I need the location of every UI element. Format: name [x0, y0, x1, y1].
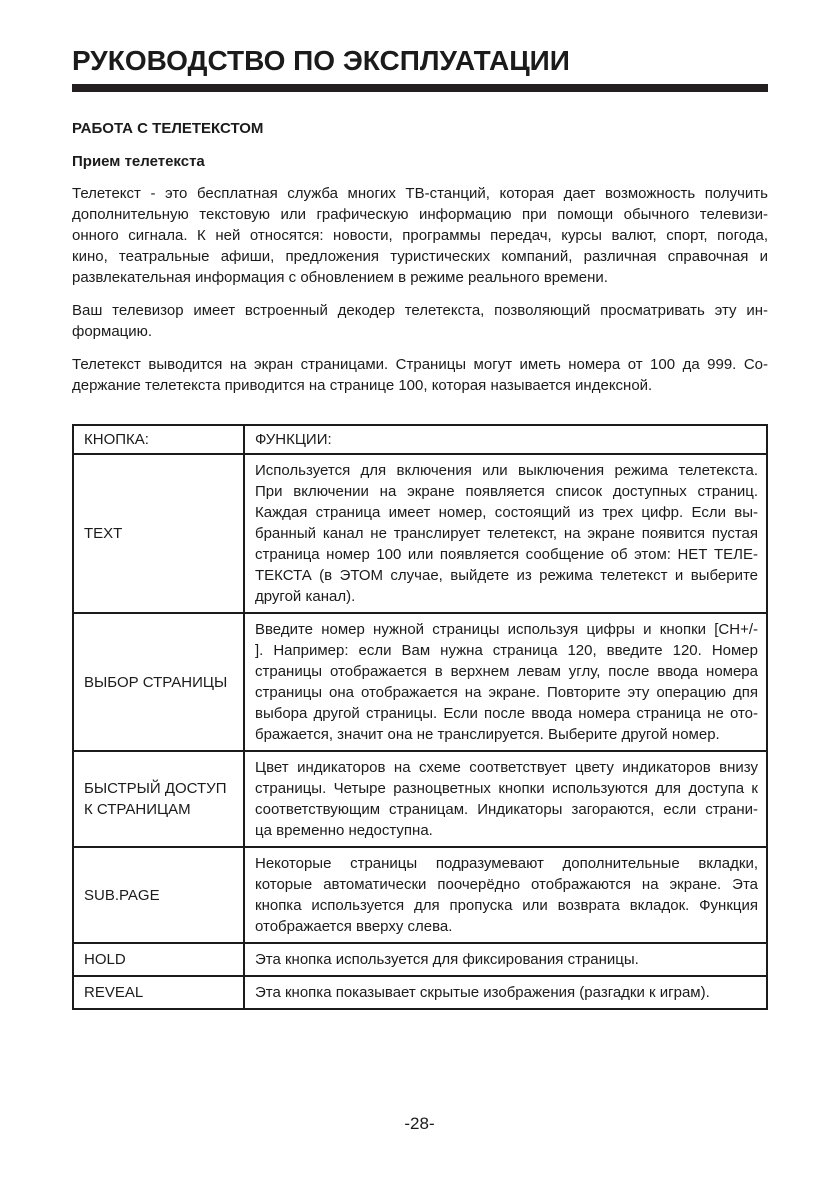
- table-row-page-select: [73, 613, 767, 751]
- teletext-buttons-table: [72, 424, 768, 1010]
- page-title: РУКОВОДСТВО ПО ЭКСПЛУАТАЦИИ: [72, 45, 570, 76]
- page-content: [72, 0, 768, 1010]
- section-heading: РАБОТА С ТЕЛЕТЕКСТОМ: [72, 120, 264, 137]
- function-description-cell: Эта кнопка показывает скрытые изображения (разгадки к играм).: [244, 976, 767, 1009]
- table-row-hold: [73, 943, 767, 976]
- function-description-cell: Введите номер нужной страницы используя цифры и кнопки [CH+/- ]. Например: если Вам нужна страница 120, введите 120. Номер страницы отображается в верхнем левам углу, после ввода номера страницы она отображается на экране. Повторите эту операцию дпя выбора другой страницы. Если после ввода номера страница не ото- бражается, значит она не транслируется. Выберите другой номер.: [244, 613, 767, 751]
- table-row-subpage: [73, 847, 767, 943]
- subsection-heading: Прием телетекста: [72, 153, 205, 170]
- paragraph-teletext-intro: Телетекст - это бесплатная служба многих ТВ-станций, которая дает возможность получить дополнительную текстовую или графическую информацию при помощи обычного телевизи- онного сигнала. К ней относятся: новости, программы передач, курсы валют, спорт, погода, кино, театральные афиши, предложения туристических компаний, различная справочная и развлекательная информация с обновлением в режиме реального времени.: [72, 185, 768, 286]
- table-row-reveal: [73, 976, 767, 1009]
- title-rule: [72, 84, 768, 92]
- button-name-cell: TEXT: [73, 454, 244, 613]
- table-header-row: [73, 425, 767, 454]
- paragraph-pages: Телетекст выводится на экран страницами. Страницы могут иметь номера от 100 да 999. Со- держание телетекста приводится на странице 100, которая называется индексной.: [72, 356, 768, 394]
- table-row-quick-access: [73, 751, 767, 847]
- function-description-cell: Эта кнопка используется для фиксирования страницы.: [244, 943, 767, 976]
- column-header-button: КНОПКА:: [73, 425, 244, 454]
- table-row-text: [73, 454, 767, 613]
- button-name-cell: SUB.PAGE: [73, 847, 244, 943]
- function-description-cell: Используется для включения или выключения режима телетекста. При включении на экране появляется список доступных страниц. Каждая страница имеет номер, состоящий из трех цифр. Если вы- бранный канал не транслирует телетекст, на экране появится пустая страница номер 100 или появляется сообщение об этом: НЕТ ТЕЛЕ- ТЕКСТА (в ЭТОМ случае, выйдете из режима телетекст и выберите другой канал).: [244, 454, 767, 613]
- button-name-cell: БЫСТРЫЙ ДОСТУП К СТРАНИЦАМ: [73, 751, 244, 847]
- function-description-cell: Цвет индикаторов на схеме соответствует цвету индикаторов внизу страницы. Четыре разноцветных кнопки используются для доступа к соответствующим страницам. Индикаторы загораются, если страни- ца временно недоступна.: [244, 751, 767, 847]
- button-name-cell: HOLD: [73, 943, 244, 976]
- paragraph-decoder: Ваш телевизор имеет встроенный декодер телетекста, позволяющий просматривать эту ин- формацию.: [72, 302, 768, 340]
- page-number: -28-: [404, 1114, 435, 1133]
- function-description-cell: Некоторые страницы подразумевают дополнительные вкладки, которые автоматически поочерёдно отображаются на экране. Эта кнопка используется для пропуска или возврата вкладок. Функция отображается вверху слева.: [244, 847, 767, 943]
- button-name-cell: ВЫБОР СТРАНИЦЫ: [73, 613, 244, 751]
- column-header-functions: ФУНКЦИИ:: [244, 425, 767, 454]
- button-name-cell: REVEAL: [73, 976, 244, 1009]
